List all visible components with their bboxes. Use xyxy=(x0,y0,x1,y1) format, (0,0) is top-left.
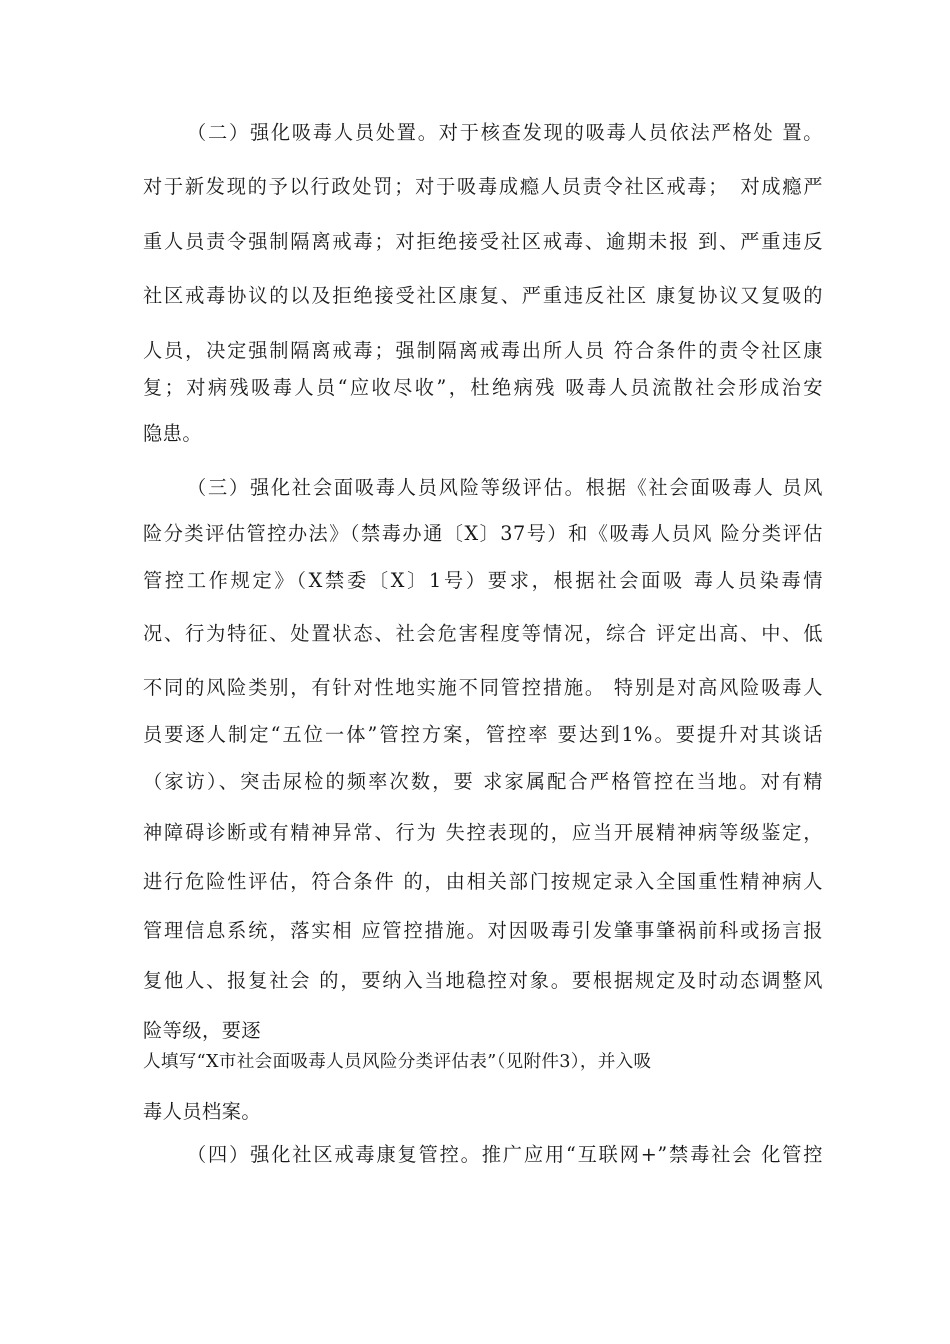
text-line-16: 进行危险性评估，符合条件 的，由相关部门按规定录入全国重性精神病人 xyxy=(143,870,823,893)
text-line-18: 复他人、报复社会 的，要纳入当地稳控对象。要根据规定及时动态调整风 xyxy=(143,969,823,992)
text-line-9: 险分类评估管控办法》（禁毒办通〔X〕37号）和《吸毒人员风 险分类评估 xyxy=(143,522,823,545)
text-line-15: 神障碍诊断或有精神异常、行为 失控表现的，应当开展精神病等级鉴定， xyxy=(143,821,823,844)
text-line-2: 对于新发现的予以行政处罚；对于吸毒成瘾人员责令社区戒毒； 对成瘾严 xyxy=(143,175,823,198)
text-line-12: 不同的风险类别，有针对性地实施不同管控措施。 特别是对高风险吸毒人 xyxy=(143,676,823,699)
text-line-3: 重人员责令强制隔离戒毒；对拒绝接受社区戒毒、逾期未报 到、严重违反 xyxy=(143,230,823,253)
text-line-1: （二）强化吸毒人员处置。对于核查发现的吸毒人员依法严格处 置。 xyxy=(187,121,823,144)
text-line-13: 员要逐人制定“五位一体”管控方案，管控率 要达到1%。要提升对其谈话 xyxy=(143,723,823,746)
text-line-14: （家访）、突击尿检的频率次数，要 求家属配合严格管控在当地。对有精 xyxy=(143,770,823,793)
text-line-7: 隐患。 xyxy=(143,422,203,445)
text-line-21: 毒人员档案。 xyxy=(143,1100,262,1123)
text-line-5: 人员，决定强制隔离戒毒；强制隔离戒毒出所人员 符合条件的责令社区康 xyxy=(143,339,823,362)
text-line-6: 复；对病残吸毒人员“应收尽收”，杜绝病残 吸毒人员流散社会形成治安 xyxy=(143,376,823,399)
text-line-19: 险等级，要逐 xyxy=(143,1019,262,1042)
text-line-11: 况、行为特征、处置状态、社会危害程度等情况，综合 评定出高、中、低 xyxy=(143,622,823,645)
text-line-8: （三）强化社会面吸毒人员风险等级评估。根据《社会面吸毒人 员风 xyxy=(187,476,823,499)
text-line-10: 管控工作规定》（X禁委〔X〕1号）要求，根据社会面吸 毒人员染毒情 xyxy=(143,569,823,592)
text-line-4: 社区戒毒协议的以及拒绝接受社区康复、严重违反社区 康复协议又复吸的 xyxy=(143,284,823,307)
text-line-20: 人填写“X市社会面吸毒人员风险分类评估表”（见附件3），并入吸 xyxy=(143,1052,652,1072)
text-line-17: 管理信息系统，落实相 应管控措施。对因吸毒引发肇事肇祸前科或扬言报 xyxy=(143,919,823,942)
text-line-22: （四）强化社区戒毒康复管控。推广应用“互联网+”禁毒社会 化管控 xyxy=(187,1143,823,1166)
